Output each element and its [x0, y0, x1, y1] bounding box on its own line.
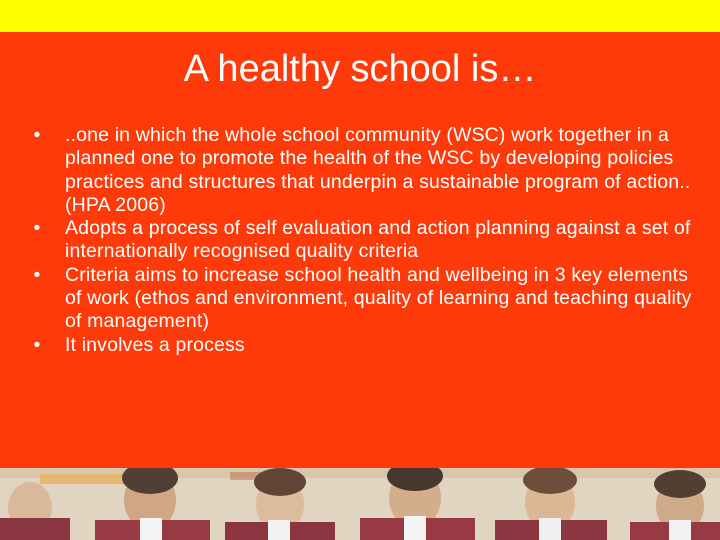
bullet-item [28, 217, 694, 264]
bullet-text: ..one in which the whole school community (WSC) work together in a planned one to promote the health of the WSC by developing policies practices and structures that underpin a sustainable program of action.. (HPA 2006) [65, 124, 691, 216]
bullet-list [28, 124, 694, 357]
bullet-text: Adopts a process of self evaluation and action planning against a set of internationally recognised quality criteria [65, 217, 691, 263]
bullet-item [28, 264, 694, 334]
bullet-marker: • [33, 217, 41, 240]
bullet-marker: • [33, 124, 41, 146]
bullet-text: It involves a process [65, 333, 245, 356]
bullet-item [28, 334, 694, 357]
bullet-marker: • [33, 333, 41, 356]
students-photo-image [0, 468, 720, 540]
bullet-text: Criteria aims to increase school health and wellbeing in 3 key elements of work (ethos and environment, quality of learning and teaching quality of management) [65, 263, 692, 333]
bullet-marker: • [33, 263, 41, 286]
top-accent-bar [0, 0, 720, 32]
bullet-item [28, 124, 694, 217]
slide-title: A healthy school is… [183, 48, 537, 90]
students-photo-strip [0, 468, 720, 540]
